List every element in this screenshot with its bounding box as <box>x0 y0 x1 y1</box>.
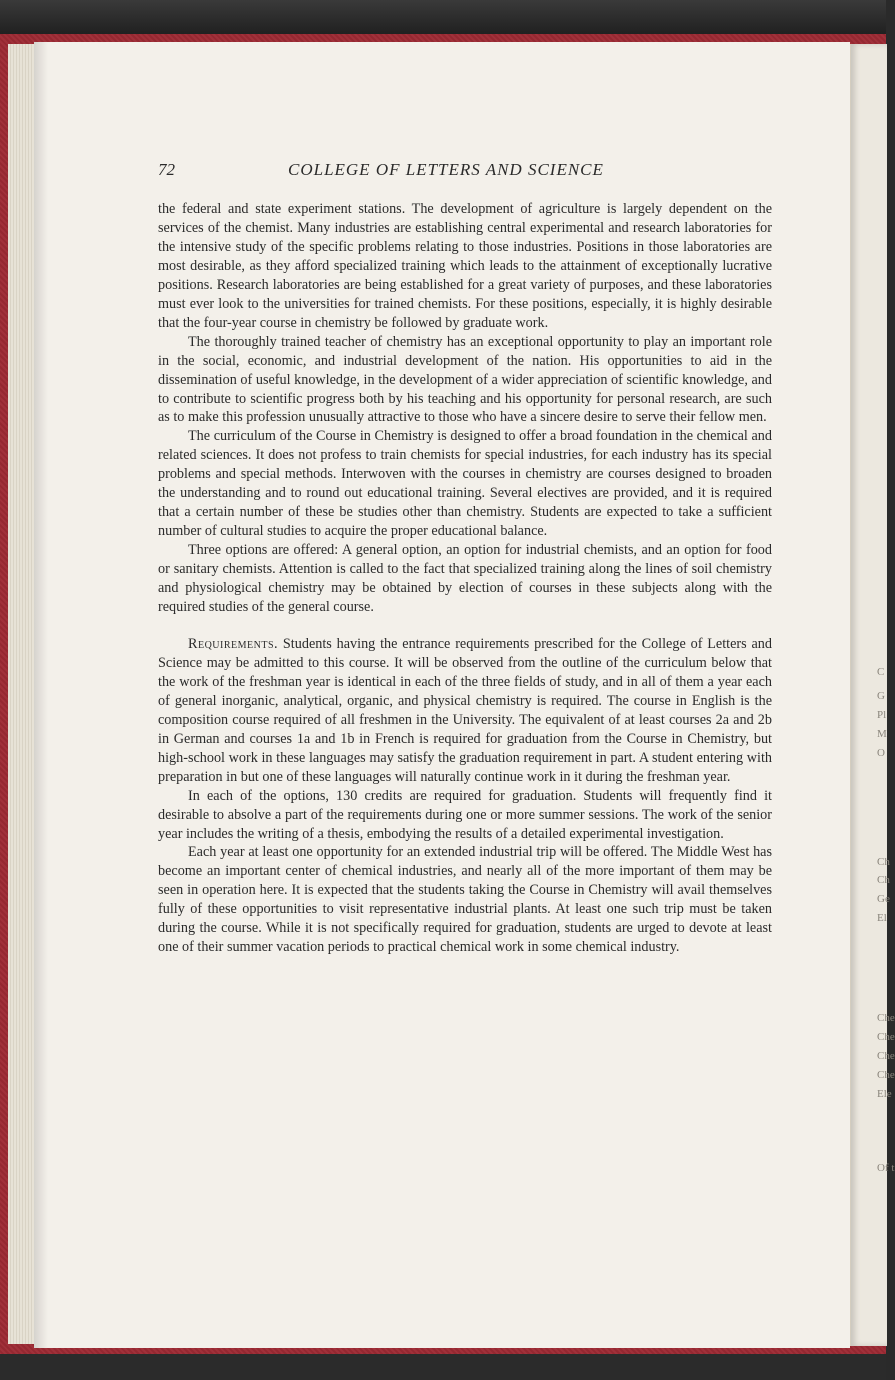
next-page-fragment: Of t <box>877 1162 895 1174</box>
paragraph: The thoroughly trained teacher of chemistry has an exceptional opportunity to play an important role in the social, economic, and industrial development of the nation. His opportunities to aid in the dissemination of useful knowledge, in the development of a wider appreciation of scientific knowledge, and to contribute to scientific progress both by his teaching and his opportunity for personal research, are such as to make this profession unusually attractive to those who have a sincere desire to serve their fellow men. <box>158 333 772 426</box>
page-header <box>158 160 772 186</box>
gutter-shadow <box>34 42 48 1348</box>
paragraph: the federal and state experiment stations. The development of agriculture is largely dependent on the services of the chemist. Many industries are establishing central experimental and research laboratories for the intensive study of the specific problems relating to those industries. Positions in those laboratories are most desirable, as they afford specialized training which leads to the attainment of exceptionally lucrative positions. Research laboratories are being established for a great variety of purposes, and these laboratories must ever look to the universities for trained chemists. For these positions, especially, it is highly desirable that the four-year course in chemistry be followed by graduate work. <box>158 201 772 331</box>
next-page-fragment: Ch <box>877 874 890 886</box>
next-page-fragment: C <box>877 666 885 678</box>
requirements-heading: Requirements. <box>188 635 279 652</box>
next-page-fragment: O <box>877 747 885 759</box>
requirements-text: Students having the entrance requirements prescribed for the College of Letters and Science may be admitted to this course. It will be observed from the outline of the curriculum below that the work of the freshman year is identical in each of the three fields of study, and in all of them a year each of general inorganic, analytical, organic, and physical chemistry is required. The course in English is the composition course required of all freshmen in the University. The equivalent of at least courses 2a and 2b in German and courses 1a and 1b in French is required for graduation from the Course in Chemistry, but high-school work in these languages may satisfy the graduation requirement in part. A student entering with preparation in but one of these languages will naturally continue work in it during the freshman year. <box>158 635 772 785</box>
next-page-fragment: G <box>877 690 885 702</box>
scanner-top-border <box>0 0 886 36</box>
next-page-fragment: Che <box>877 1031 895 1043</box>
next-page-fragment: Pl <box>877 709 887 721</box>
next-page-fragment: Che <box>877 1012 895 1024</box>
next-page-fragment: M <box>877 728 887 740</box>
requirements-paragraph <box>158 635 772 787</box>
next-page-fragment: Ch <box>877 856 890 868</box>
next-page-fragment: Ge <box>877 893 890 905</box>
body-text <box>158 200 772 957</box>
scanner-bottom-border <box>0 1354 886 1380</box>
next-page-fragment: Ele <box>877 1088 892 1100</box>
paragraph: Three options are offered: A general option, an option for industrial chemists, and an option for food or sanitary chemists. Attention is called to the fact that specialized training along the lines of soil chemistry and physiological chemistry may be obtained by election of courses in these subjects along with the required studies of the general course. <box>158 542 772 616</box>
page-number: 72 <box>158 160 175 179</box>
next-page-fragment: Che <box>877 1069 895 1081</box>
paragraph: The curriculum of the Course in Chemistry is designed to offer a broad foundation in the chemical and related sciences. It does not profess to train chemists for special industries, for each industry has its special problems and special methods. Interwoven with the courses in chemistry are courses designed to broaden the understanding and to round out educational training. Several electives are provided, and it is required that a certain number of these be studies other than chemistry. Students are expected to take a sufficient number of cultural studies to acquire the proper educational balance. <box>158 428 772 540</box>
page-stack-edge <box>8 44 35 1344</box>
next-page-fragment: Che <box>877 1050 895 1062</box>
paragraph: Each year at least one opportunity for an extended industrial trip will be offered. The Middle West has become an important center of chemical industries, and nearly all of the more important of them may be seen in operation here. It is expected that the students taking the Course in Chemistry will avail themselves fully of these opportunities to visit representative industrial plants. At least one such trip must be taken during the course. While it is not specifically required for graduation, students are urged to devote at least one of their summer vacation periods to practical chemical work in some chemical industry. <box>158 844 772 956</box>
running-head: COLLEGE OF LETTERS AND SCIENCE <box>288 160 604 179</box>
paragraph: In each of the options, 130 credits are required for graduation. Students will frequently find it desirable to absolve a part of the requirements during one or more summer sessions. The work of the senior year includes the writing of a thesis, embodying the results of a detailed experimental investigation. <box>158 787 772 842</box>
next-page-edge <box>850 44 895 1346</box>
next-page-fragment: El <box>877 912 887 924</box>
